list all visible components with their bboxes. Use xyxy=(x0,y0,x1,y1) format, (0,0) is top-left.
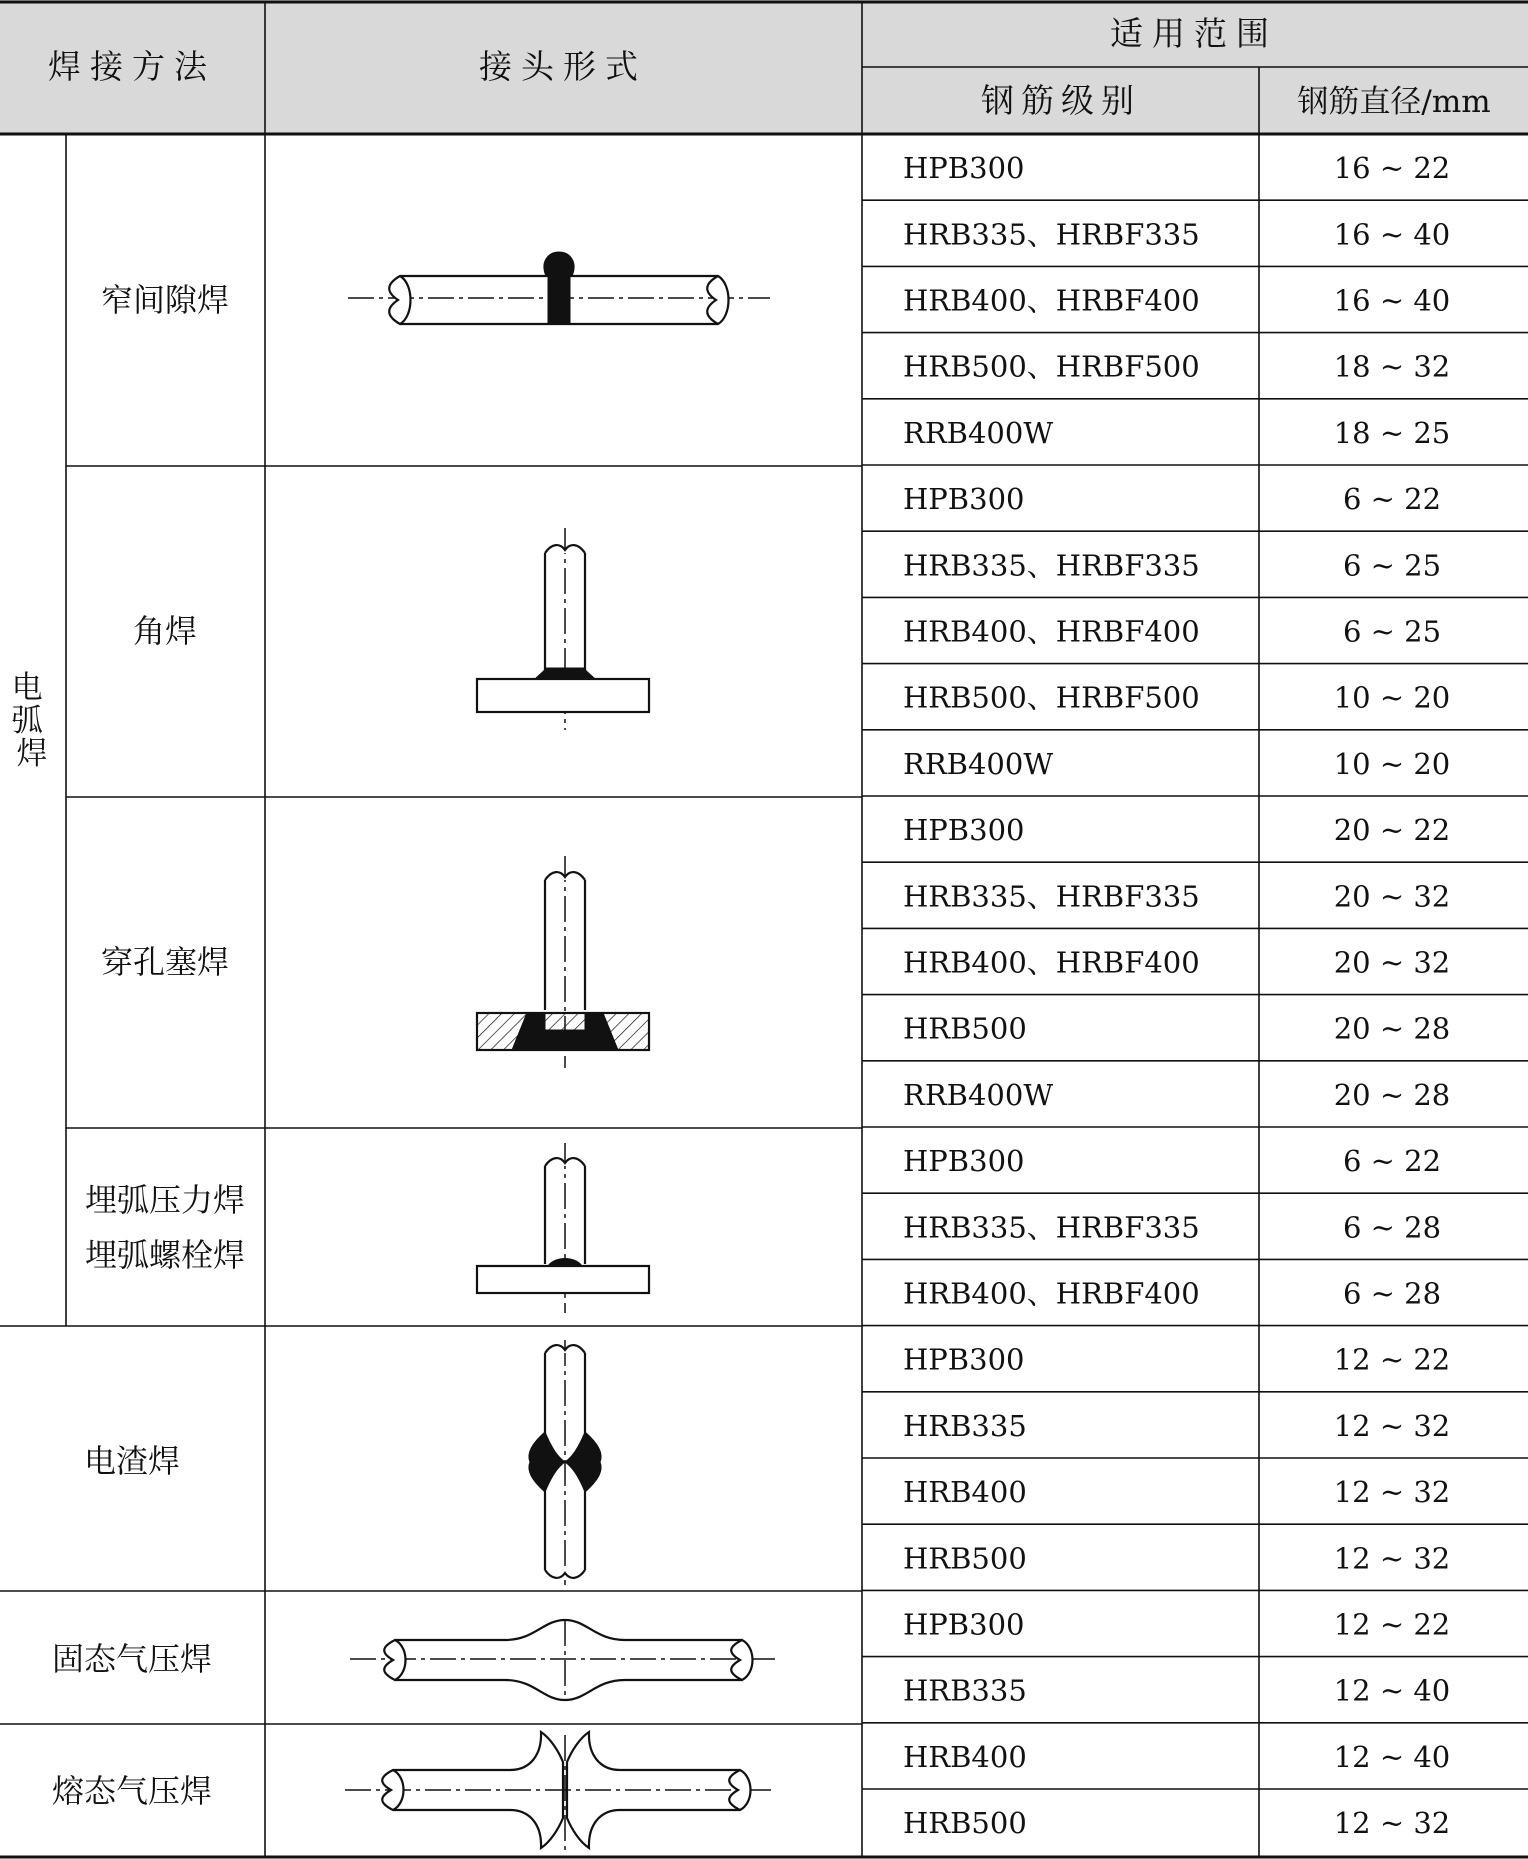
group-label-char-1: 电 xyxy=(11,670,43,706)
diameter-cell: 6 ~ 25 xyxy=(1342,548,1442,583)
grade-cell: HRB500 xyxy=(903,1011,1027,1046)
diameter-cell: 6 ~ 22 xyxy=(1342,1144,1442,1179)
header-scope: 适用范围 xyxy=(1110,14,1278,53)
grade-cell: HRB335、HRBF335 xyxy=(903,548,1200,583)
grade-cell: HRB400 xyxy=(903,1739,1027,1774)
diameter-cell: 18 ~ 32 xyxy=(1333,349,1451,384)
header-method: 焊接方法 xyxy=(48,47,216,86)
method-narrow-gap: 窄间隙焊 xyxy=(100,281,230,319)
diameter-cell: 20 ~ 28 xyxy=(1333,1077,1451,1112)
diameter-cell: 18 ~ 25 xyxy=(1333,415,1451,450)
grade-cell: HRB400 xyxy=(903,1475,1027,1510)
diameter-cell: 12 ~ 32 xyxy=(1333,1475,1451,1510)
method-electroslag: 电渣焊 xyxy=(83,1442,181,1480)
grade-cell: HPB300 xyxy=(903,1342,1025,1377)
grade-cell: HRB500、HRBF500 xyxy=(903,680,1200,715)
grade-cell: HRB335、HRBF335 xyxy=(903,879,1200,914)
grade-cell: HPB300 xyxy=(903,1607,1025,1642)
method-molten-gas-pressure: 熔态气压焊 xyxy=(51,1772,213,1810)
grade-cell: HRB335、HRBF335 xyxy=(903,217,1200,252)
diagram-fillet-weld xyxy=(477,528,649,730)
diameter-cell: 16 ~ 40 xyxy=(1333,283,1451,318)
header-joint: 接头形式 xyxy=(479,47,647,86)
diameter-cell: 6 ~ 28 xyxy=(1342,1276,1442,1311)
method-solid-gas-pressure: 固态气压焊 xyxy=(51,1640,213,1678)
diameter-cell: 16 ~ 40 xyxy=(1333,217,1451,252)
diameter-cell: 20 ~ 28 xyxy=(1333,1011,1451,1046)
table-grid xyxy=(0,2,1528,1857)
diameter-cell: 12 ~ 40 xyxy=(1333,1739,1451,1774)
diameter-cell: 10 ~ 20 xyxy=(1333,746,1451,781)
grade-cell: RRB400W xyxy=(903,1077,1054,1112)
grade-cell: RRB400W xyxy=(903,415,1054,450)
diagram-narrow-gap-weld xyxy=(348,252,770,324)
grade-cell: HRB400、HRBF400 xyxy=(903,614,1200,649)
grade-cell: HRB400、HRBF400 xyxy=(903,283,1200,318)
diameter-cell: 12 ~ 32 xyxy=(1333,1408,1451,1443)
diameter-cell: 12 ~ 22 xyxy=(1333,1607,1451,1642)
method-submerged-stud: 埋弧螺栓焊 xyxy=(84,1236,246,1274)
grade-cell: HRB335、HRBF335 xyxy=(903,1210,1200,1245)
diameter-cell: 12 ~ 40 xyxy=(1333,1673,1451,1708)
grade-cell: HPB300 xyxy=(903,151,1025,186)
method-plug: 穿孔塞焊 xyxy=(100,943,230,981)
diagram-molten-gas-pressure-weld xyxy=(345,1732,775,1850)
diameter-cell: 12 ~ 32 xyxy=(1333,1541,1451,1576)
diameter-cell: 6 ~ 28 xyxy=(1342,1210,1442,1245)
header-grade: 钢筋级别 xyxy=(981,81,1141,120)
grade-cell: HPB300 xyxy=(903,482,1025,517)
group-label-arc-welding xyxy=(12,670,53,772)
diagram-plug-weld xyxy=(477,856,649,1068)
diagram-solid-gas-pressure-weld xyxy=(350,1620,775,1700)
diameter-cell: 10 ~ 20 xyxy=(1333,680,1451,715)
diameter-cell: 20 ~ 22 xyxy=(1333,813,1451,848)
diameter-cell: 16 ~ 22 xyxy=(1333,151,1451,186)
method-submerged-pressure: 埋弧压力焊 xyxy=(84,1181,246,1219)
diameter-cell: 12 ~ 32 xyxy=(1333,1806,1451,1841)
diagram-submerged-arc-weld xyxy=(477,1143,649,1313)
group-label-char-3: 焊 xyxy=(16,736,48,772)
grade-cell: HPB300 xyxy=(903,1144,1025,1179)
grade-cell: HPB300 xyxy=(903,813,1025,848)
grade-cell: HRB500 xyxy=(903,1806,1027,1841)
grade-cell: HRB400、HRBF400 xyxy=(903,1276,1200,1311)
diameter-cell: 12 ~ 22 xyxy=(1333,1342,1451,1377)
group-label-char-2: 弧 xyxy=(11,703,43,739)
grade-cell: HRB335 xyxy=(903,1673,1027,1708)
grade-cell: HRB400、HRBF400 xyxy=(903,945,1200,980)
grade-cell: HRB500、HRBF500 xyxy=(903,349,1200,384)
diameter-cell: 20 ~ 32 xyxy=(1333,879,1451,914)
data-rows xyxy=(903,151,1450,1840)
diagram-electroslag-weld xyxy=(529,1340,601,1585)
diameter-cell: 6 ~ 25 xyxy=(1342,614,1442,649)
header-diameter: 钢筋直径/mm xyxy=(1297,84,1491,120)
diameter-cell: 20 ~ 32 xyxy=(1333,945,1451,980)
grade-cell: RRB400W xyxy=(903,746,1054,781)
method-fillet: 角焊 xyxy=(132,612,198,650)
grade-cell: HRB500 xyxy=(903,1541,1027,1576)
grade-cell: HRB335 xyxy=(903,1408,1027,1443)
diameter-cell: 6 ~ 22 xyxy=(1342,482,1442,517)
